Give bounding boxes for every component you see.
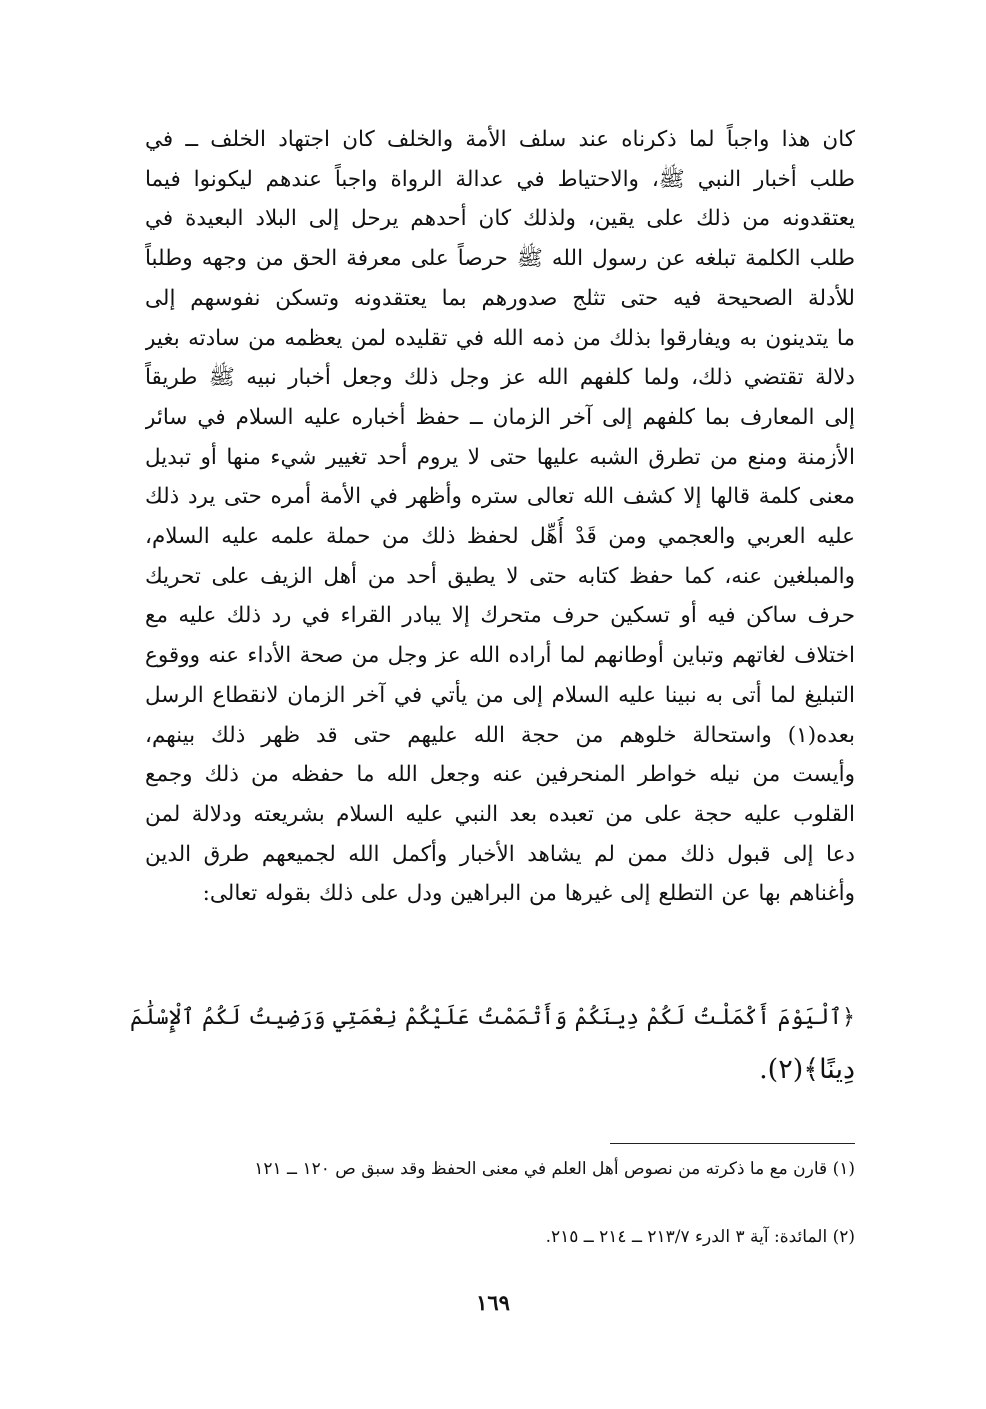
text-line: عليه العربي والعجمي ومن قَدْ أُهِّل لحفظ ذلك من حملة علمه عليه السلام، bbox=[145, 524, 855, 550]
text-line: إلى المعارف بما كلفهم إلى آخر الزمان ــ حفظ أخباره عليه السلام في سائر bbox=[145, 404, 855, 430]
text-line: اختلاف لغاتهم وتباين أوطانهم لما أراده الله عز وجل من صحة الأداء عنه ووقوع bbox=[145, 643, 855, 669]
body-text bbox=[145, 120, 855, 914]
text-line: كان هذا واجباً لما ذكرناه عند سلف الأمة والخلف كان اجتهاد الخلف ــ في bbox=[145, 127, 855, 152]
text-line: للأدلة الصحيحة فيه حتى تثلج صدورهم بما يعتقدونه وتسكن نفوسهم إلى bbox=[145, 285, 855, 311]
footnote-2: (٢) المائدة: آية ٣ الدرء ٢١٣/٧ ــ ٢١٤ ــ ٢١٥. bbox=[545, 1227, 855, 1247]
text-line: ما يتدينون به ويفارقوا بذلك من ذمه الله في تقليده لمن يعظمه من سادته بغير bbox=[145, 325, 855, 351]
footnote-1: (١) قارن مع ما ذكرته من نصوص أهل العلم في معنى الحفظ وقد سبق ص ١٢٠ ــ ١٢١ bbox=[254, 1159, 855, 1179]
text-line: دلالة تقتضي ذلك، ولما كلفهم الله عز وجل ذلك وجعل أخبار نبيه ﷺ طريقاً bbox=[145, 365, 855, 391]
text-line: بعده(١) واستحالة خلوهم من حجة الله عليهم حتى قد ظهر ذلك بينهم، bbox=[145, 722, 855, 748]
text-line: وأغناهم بها عن التطلع إلى غيرها من البراهين ودل على ذلك بقوله تعالى: bbox=[202, 881, 855, 907]
text-line: دعا إلى قبول ذلك ممن لم يشاهد الأخبار وأكمل الله لجميعهم طرق الدين bbox=[145, 841, 855, 867]
quran-verse bbox=[130, 992, 855, 1096]
text-line: حرف ساكن فيه أو تسكين حرف متحرك إلا يبادر القراء في رد ذلك عليه مع bbox=[145, 603, 855, 629]
text-line: طلب الكلمة تبلغه عن رسول الله ﷺ حرصاً على معرفة الحق من وجهه وطلباً bbox=[145, 246, 855, 272]
text-line: والمبلغين عنه، كما حفظ كتابه حتى لا يطيق أحد من أهل الزيف على تحريك bbox=[145, 563, 855, 589]
footnote-divider bbox=[610, 1143, 855, 1144]
text-line: الأزمنة ومنع من تطرق الشبه عليها حتى لا يروم أحد تغيير شيء منها أو تبديل bbox=[145, 444, 855, 470]
text-line: يعتقدونه من ذلك على يقين، ولذلك كان أحدهم يرحل إلى البلاد البعيدة في bbox=[145, 206, 855, 232]
page-number: ١٦٩ bbox=[476, 1290, 510, 1315]
text-line: القلوب عليه حجة على من تعبده بعد النبي عليه السلام بشريعته ودلالة لمن bbox=[145, 801, 855, 827]
text-line: وأيست من نيله خواطر المنحرفين عنه وجعل الله ما حفظه من ذلك وجمع bbox=[145, 762, 855, 788]
text-line: معنى كلمة قالها إلا كشف الله تعالى ستره وأظهر في الأمة أمره حتى يرد ذلك bbox=[145, 484, 855, 510]
footnote-1-continuation bbox=[140, 1186, 855, 1220]
footnotes bbox=[140, 1152, 855, 1254]
verse-line: ﴿ٱلْيَوْمَ أَكْمَلْتُ لَكُمْ دِينَكُمْ وَأَتْمَمْتُ عَلَيْكُمْ نِعْمَتِي وَرَضِيتُ لَكُمُ ٱلْإِسْلَٰمَ bbox=[130, 1005, 855, 1030]
text-line: طلب أخبار النبي ﷺ، والاحتياط في عدالة الرواة واجباً عندهم ليكونوا فيما bbox=[145, 166, 855, 192]
verse-line: دِينًا﴾(٢). bbox=[759, 1054, 855, 1085]
text-line: التبليغ لما أتى به نبينا عليه السلام إلى من يأتي في آخر الزمان لانقطاع الرسل bbox=[145, 682, 855, 708]
